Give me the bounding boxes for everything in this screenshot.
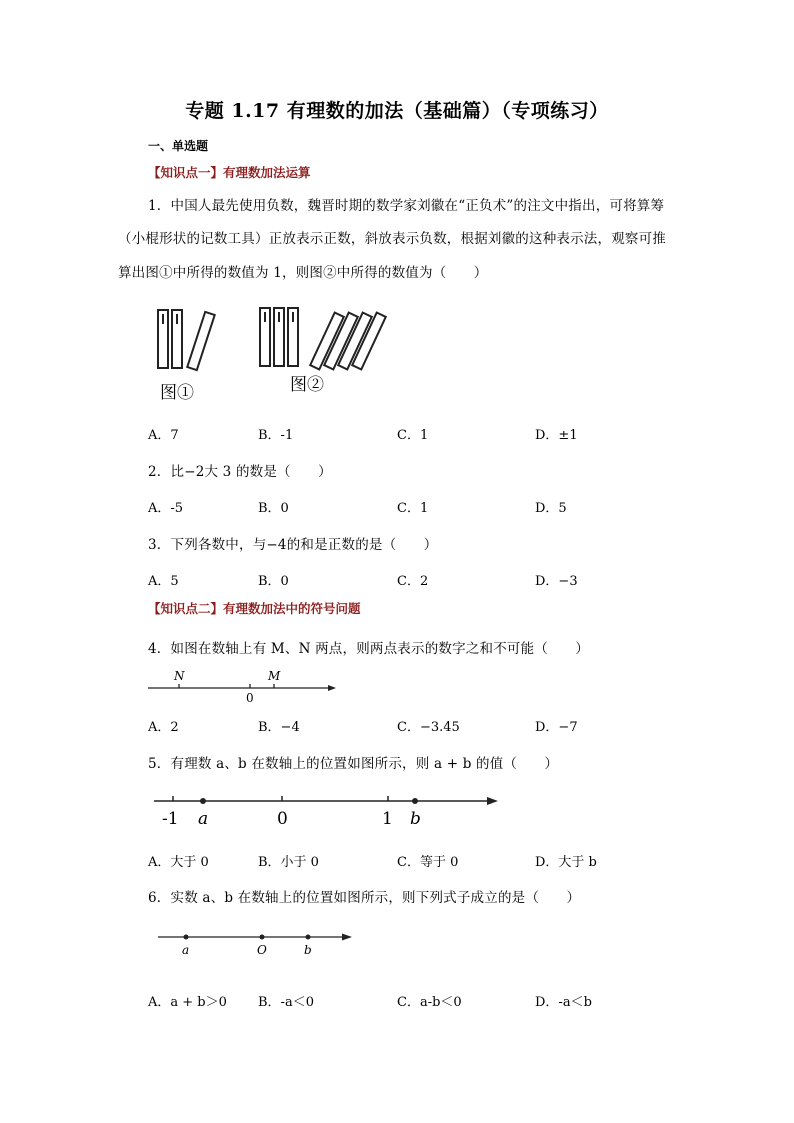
- q5-option-c[interactable]: C．等于 0: [397, 855, 459, 870]
- section-heading: 一、单选题: [148, 139, 209, 153]
- q4-option-d[interactable]: D．−7: [535, 720, 578, 735]
- rod-tilted: [187, 312, 214, 370]
- q2-option-c[interactable]: C．1: [397, 501, 429, 516]
- zero-label: 0: [246, 691, 254, 705]
- page-title: 专题 1.17 有理数的加法（基础篇）（专项练习）: [185, 100, 609, 122]
- q4-number-line: [148, 666, 348, 706]
- point-b: [306, 935, 311, 940]
- one-label: 1: [382, 809, 393, 829]
- a-label: a: [198, 809, 209, 829]
- q4-option-a[interactable]: A．2: [148, 720, 179, 735]
- b-label: b: [410, 809, 421, 829]
- point-a: [200, 798, 206, 804]
- q4-option-c[interactable]: C．−3.45: [397, 720, 460, 735]
- o-label: O: [257, 943, 267, 957]
- arrow-icon: [328, 685, 336, 691]
- b-label: b: [304, 943, 312, 957]
- q2-option-d[interactable]: D．5: [535, 501, 567, 516]
- q3-option-b[interactable]: B．0: [258, 574, 289, 589]
- zero-label: 0: [277, 809, 288, 829]
- q2-option-b[interactable]: B．0: [258, 501, 289, 516]
- point-m-label: M: [268, 669, 281, 683]
- q1-counting-rods-figure: [150, 298, 400, 408]
- arrow-icon: [487, 797, 498, 805]
- q2-option-a[interactable]: A．-5: [148, 501, 184, 516]
- q5-number-line: [150, 788, 510, 836]
- q3-text: 3．下列各数中，与−4的和是正数的是（ ）: [148, 537, 438, 553]
- q5-option-d[interactable]: D．大于 b: [535, 855, 597, 870]
- q4-text: 4．如图在数轴上有 M、N 两点，则两点表示的数字之和不可能（ ）: [148, 641, 590, 657]
- q3-option-d[interactable]: D．−3: [535, 574, 578, 589]
- q6-option-b[interactable]: B．-a＜0: [258, 995, 314, 1010]
- point-a: [184, 935, 189, 940]
- q1-option-c[interactable]: C．1: [397, 428, 429, 443]
- q1-option-b[interactable]: B．-1: [258, 428, 294, 443]
- q3-option-c[interactable]: C．2: [397, 574, 429, 589]
- knowledge-point-1: 【知识点一】有理数加法运算: [148, 165, 311, 180]
- q1-line-3: 算出图①中所得的数值为 1，则图②中所得的数值为（ ）: [118, 265, 488, 281]
- q6-option-c[interactable]: C．a-b＜0: [397, 995, 462, 1010]
- q5-option-a[interactable]: A．大于 0: [148, 855, 209, 870]
- fig1-label: 图①: [160, 383, 194, 403]
- q1-line-2: （小棍形状的记数工具）正放表示正数，斜放表示负数，根据刘徽的这种表示法，观察可推: [118, 231, 666, 247]
- point-n-label: N: [174, 669, 185, 683]
- fig2-label: 图②: [290, 375, 324, 395]
- q6-number-line: [156, 927, 366, 961]
- q6-option-d[interactable]: D．-a＜b: [535, 995, 592, 1010]
- q6-text: 6．实数 a、b 在数轴上的位置如图所示，则下列式子成立的是（ ）: [148, 890, 581, 906]
- q6-option-a[interactable]: A．a + b＞0: [148, 995, 227, 1010]
- q2-text: 2．比−2大 3 的数是（ ）: [148, 464, 332, 480]
- q1-line-1: 1．中国人最先使用负数，魏晋时期的数学家刘徽在“正负术”的注文中指出，可将算筹: [148, 198, 665, 214]
- q5-option-b[interactable]: B．小于 0: [258, 855, 319, 870]
- knowledge-point-2: 【知识点二】有理数加法中的符号问题: [148, 601, 361, 616]
- arrow-icon: [342, 934, 352, 941]
- minus-one-label: -1: [162, 809, 179, 829]
- q1-option-d[interactable]: D．±1: [535, 428, 578, 443]
- q1-option-a[interactable]: A．7: [148, 428, 179, 443]
- q3-option-a[interactable]: A．5: [148, 574, 179, 589]
- q5-text: 5．有理数 a、b 在数轴上的位置如图所示，则 a + b 的值（ ）: [148, 756, 559, 772]
- a-label: a: [182, 943, 190, 957]
- point-o: [260, 935, 265, 940]
- point-b: [412, 798, 418, 804]
- q4-option-b[interactable]: B．−4: [258, 720, 300, 735]
